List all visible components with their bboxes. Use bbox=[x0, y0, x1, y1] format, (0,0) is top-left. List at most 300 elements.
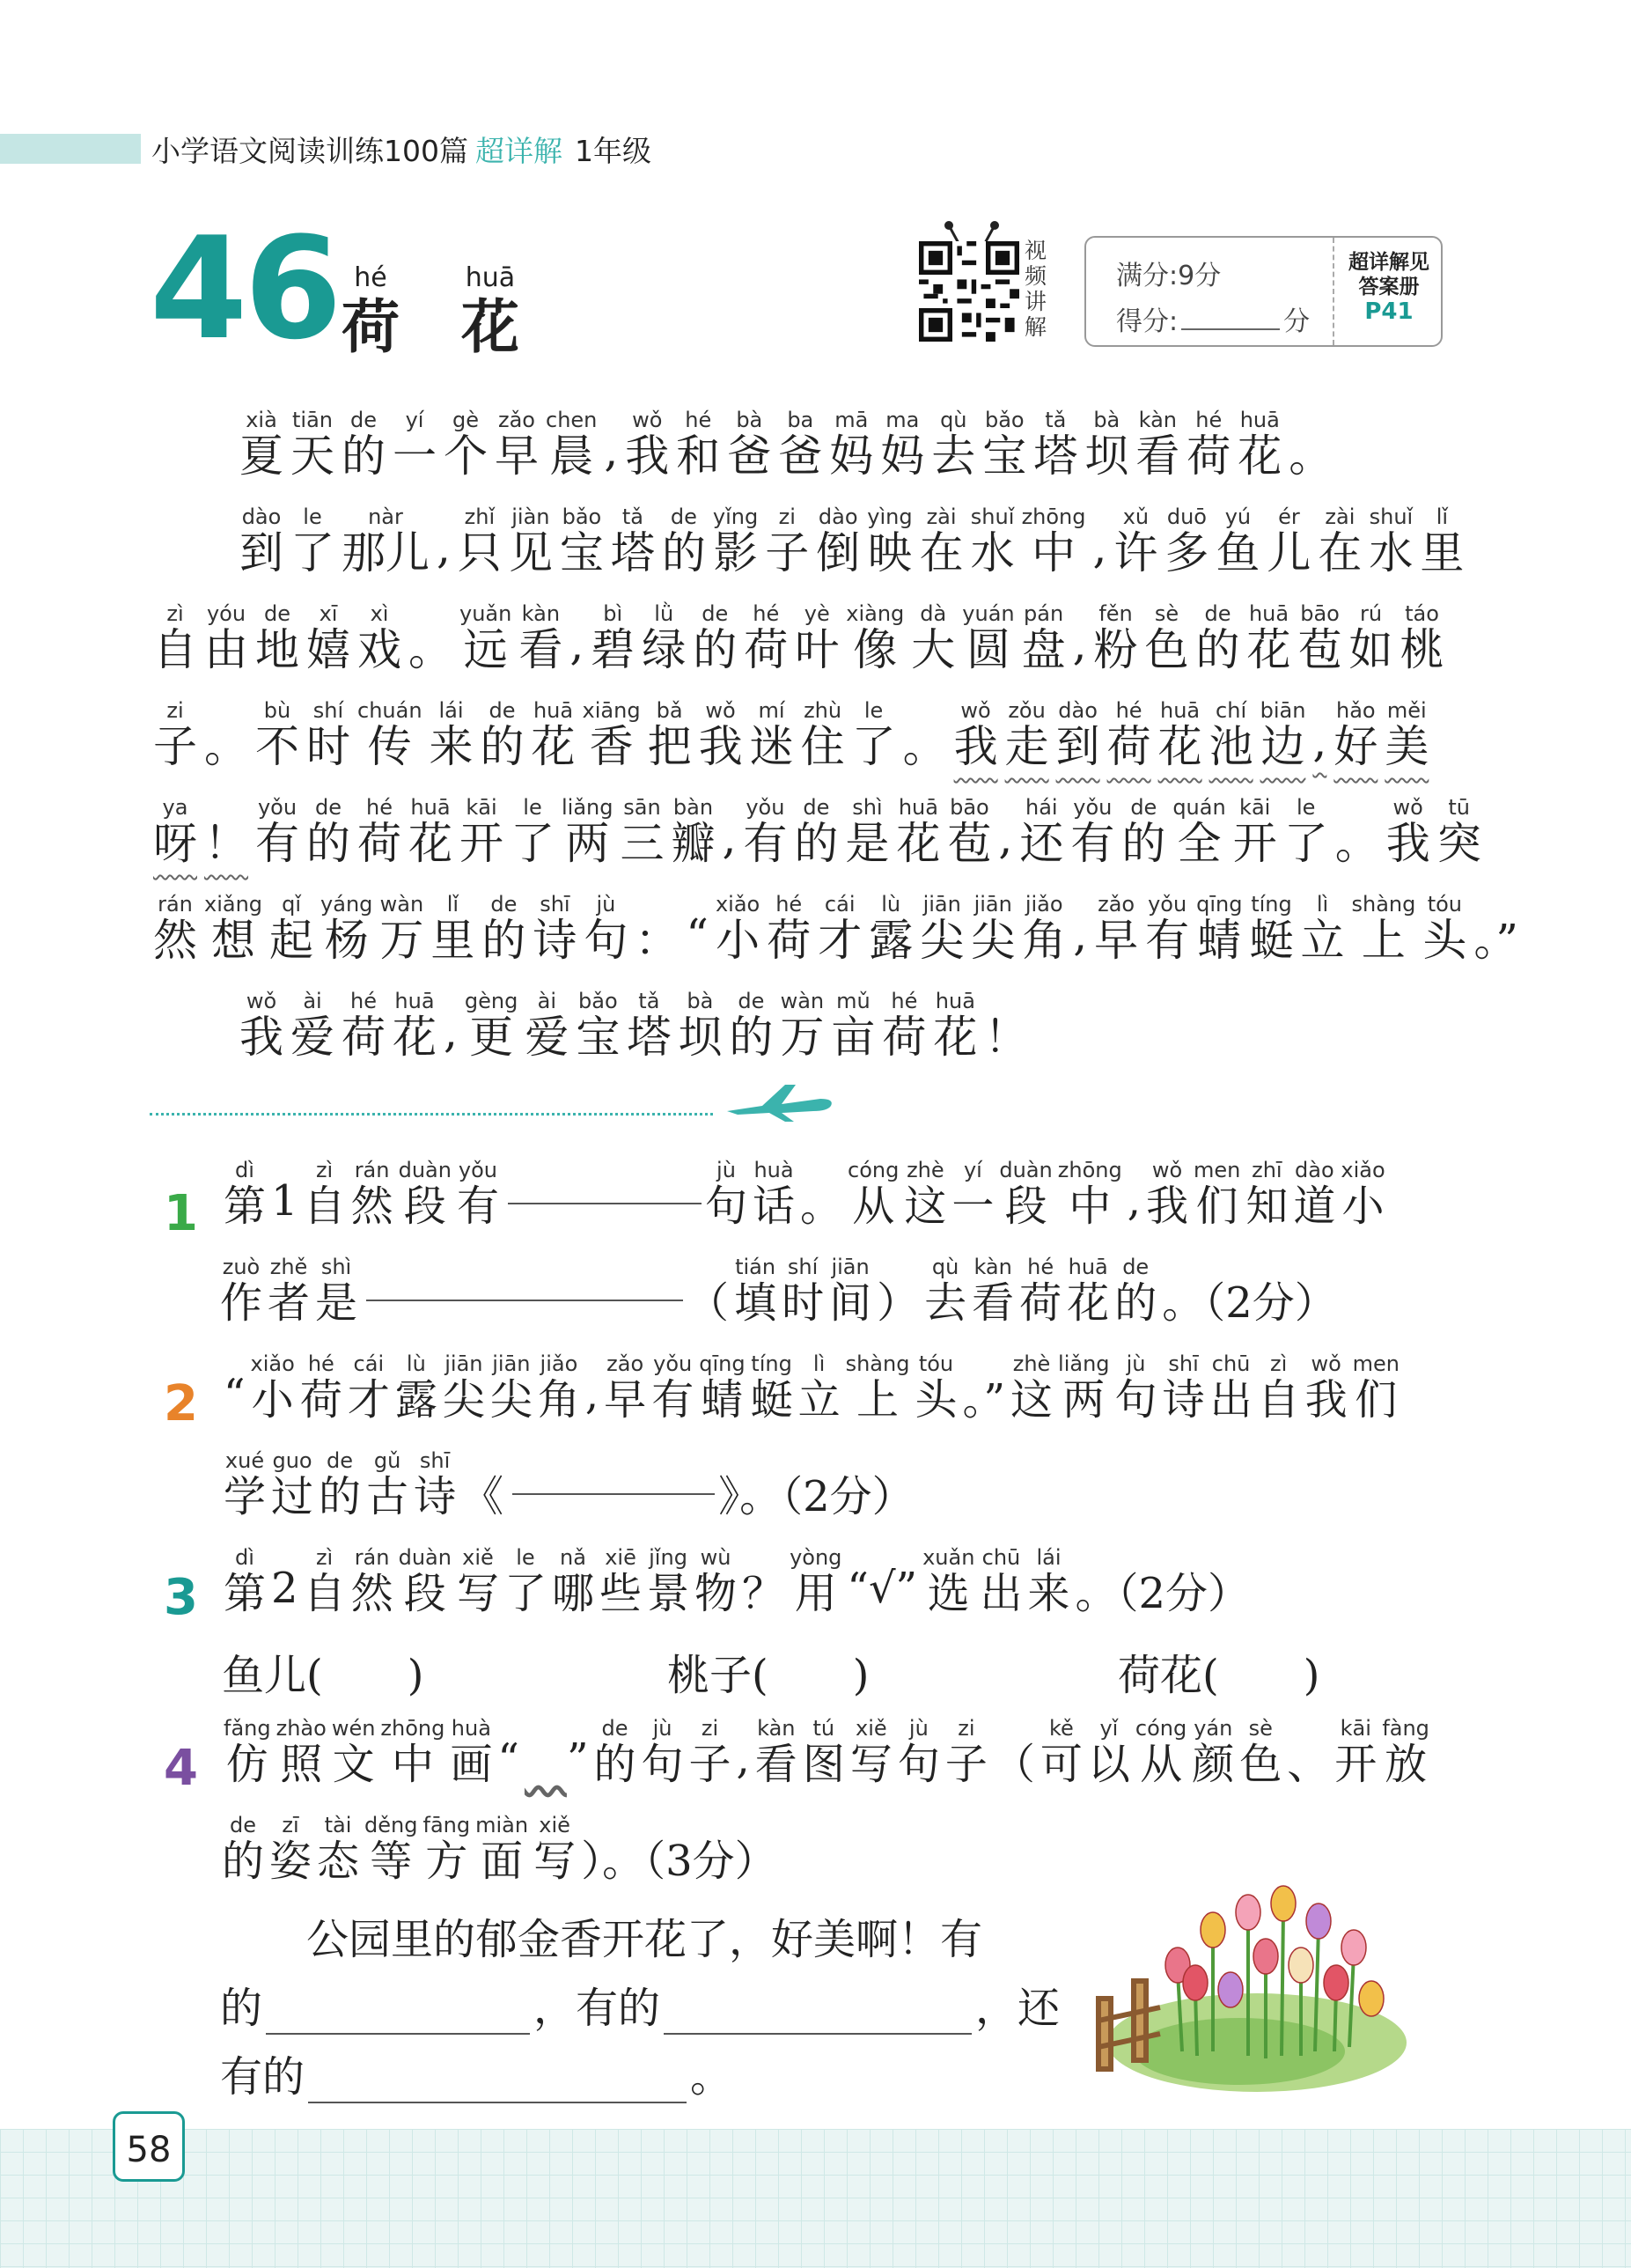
section-divider bbox=[150, 1113, 713, 1116]
ruby-char: 里lǐ bbox=[1420, 504, 1465, 578]
ruby-char: 方fāng bbox=[422, 1813, 471, 1886]
ruby-char: 出chū bbox=[980, 1545, 1023, 1618]
question-4-line bbox=[224, 1716, 1435, 1791]
ruby-char: , bbox=[722, 813, 737, 864]
wavy-mark bbox=[525, 1730, 567, 1791]
ruby-char: 坝bà bbox=[1084, 408, 1129, 482]
ruby-char: 》。（2分） bbox=[718, 1472, 915, 1521]
ruby-char: 立lì bbox=[797, 1351, 841, 1425]
ruby-char: 小xiǎo bbox=[250, 1351, 295, 1425]
ruby-char: 道dào bbox=[1293, 1158, 1336, 1231]
ruby-char: 诗shī bbox=[414, 1448, 457, 1521]
ruby-char: 尖jiān bbox=[489, 1351, 533, 1425]
ruby-char: 的de bbox=[319, 1448, 362, 1521]
ruby-char: ？ bbox=[742, 1569, 785, 1618]
ruby-char: 写xiě bbox=[456, 1545, 499, 1618]
ruby-char: “√” bbox=[847, 1564, 918, 1613]
score-unit: 分 bbox=[1283, 306, 1311, 337]
ruby-char: 的de bbox=[222, 1813, 265, 1886]
ruby-char: 两liǎng bbox=[1058, 1351, 1110, 1425]
ruby-char: 看kàn bbox=[518, 601, 563, 675]
title-pinyin: hé bbox=[354, 262, 387, 293]
ruby-char: 晨chen bbox=[546, 408, 598, 482]
header-accent-bar bbox=[0, 134, 141, 164]
ruby-char: 写xiě bbox=[533, 1813, 577, 1886]
ruby-char: 走zǒu bbox=[1004, 698, 1049, 772]
ruby-char: 把bǎ bbox=[647, 698, 692, 772]
ruby-char: 万wàn bbox=[780, 989, 825, 1063]
ruby-char: 香xiāng bbox=[582, 698, 641, 772]
ruby-char: 花huā bbox=[1246, 601, 1291, 675]
ruby-char: 我wǒ bbox=[953, 698, 998, 772]
ruby-char: 两liǎng bbox=[562, 795, 613, 869]
score-box bbox=[1084, 236, 1443, 347]
book-title-text: 小学语文阅读训练100篇 bbox=[151, 134, 468, 168]
ruby-char: 爸ba bbox=[778, 408, 823, 482]
ruby-char: 小xiǎo bbox=[1341, 1158, 1385, 1231]
ruby-char: 荷hé bbox=[882, 989, 927, 1063]
ruby-char: 蜻qīng bbox=[699, 1351, 746, 1425]
ruby-char: 住zhù bbox=[800, 698, 845, 772]
ruby-char: 这zhè bbox=[1010, 1351, 1054, 1425]
ruby-char: 看kàn bbox=[972, 1255, 1015, 1328]
ruby-char: 时shí bbox=[782, 1255, 825, 1328]
ruby-char: 文wén bbox=[331, 1716, 376, 1789]
ruby-char: 花huā bbox=[393, 989, 437, 1063]
score-got bbox=[1116, 299, 1310, 338]
ruby-char: 有yǒu bbox=[1070, 795, 1115, 869]
ruby-char: 画huà bbox=[450, 1716, 493, 1789]
ruby-char: 上shàng bbox=[845, 1351, 910, 1425]
ruby-char: 立lì bbox=[1300, 892, 1345, 966]
ruby-char: 然rán bbox=[350, 1545, 393, 1618]
ruby-char: 呀ya bbox=[153, 795, 197, 869]
ruby-char: 和hé bbox=[676, 408, 721, 482]
ruby-char: 段duàn bbox=[398, 1158, 452, 1231]
ruby-char: 姿zī bbox=[269, 1813, 312, 1886]
ruby-char: 过guo bbox=[271, 1448, 314, 1521]
ruby-char: 哪nǎ bbox=[552, 1545, 595, 1618]
title-hanzi: 荷 bbox=[342, 292, 400, 361]
ruby-char: 是shì bbox=[315, 1255, 358, 1328]
lesson-number: 46 bbox=[150, 206, 339, 371]
ruby-char: 小xiǎo bbox=[715, 892, 760, 966]
ruby-char: 来lái bbox=[429, 698, 474, 772]
ruby-char: 的de bbox=[342, 408, 386, 482]
question-1-line bbox=[220, 1257, 1342, 1329]
ruby-char: 了le bbox=[290, 504, 334, 578]
ruby-char: 碧bì bbox=[591, 601, 636, 675]
ruby-char: 看kàn bbox=[754, 1716, 797, 1789]
ruby-char: 露lù bbox=[394, 1351, 437, 1425]
ruby-char: 更gèng bbox=[464, 989, 518, 1063]
ruby-char: 的de bbox=[481, 892, 526, 966]
ruby-char: 了le bbox=[1283, 795, 1328, 869]
ruby-char: 花huā bbox=[896, 795, 941, 869]
ruby-char: 面miàn bbox=[475, 1813, 529, 1886]
ruby-char: , bbox=[1072, 619, 1087, 670]
ruby-char: , bbox=[1312, 716, 1327, 767]
ruby-char: 者zhě bbox=[268, 1255, 311, 1328]
ruby-char: “ bbox=[224, 1370, 246, 1419]
ruby-char: 句jù bbox=[704, 1158, 747, 1231]
ruby-char: 角jiǎo bbox=[537, 1351, 580, 1425]
ruby-char: 早zǎo bbox=[604, 1351, 647, 1425]
ruby-char: 。（2分） bbox=[1075, 1569, 1251, 1618]
ruby-char: 从cóng bbox=[848, 1158, 900, 1231]
ruby-char: 池chí bbox=[1209, 698, 1253, 772]
title-char-1 bbox=[331, 262, 410, 361]
ruby-char: 句jù bbox=[1114, 1351, 1157, 1425]
ruby-char: 。 bbox=[1289, 431, 1333, 482]
ruby-char: 尖jiān bbox=[971, 892, 1016, 966]
ruby-char: 一yí bbox=[393, 408, 437, 482]
option-fish[interactable]: 鱼儿( ) bbox=[222, 1651, 424, 1700]
ruby-char: 然rán bbox=[350, 1158, 393, 1231]
ruby-char: 花huā bbox=[1238, 408, 1282, 482]
ruby-char: 蜓tíng bbox=[1249, 892, 1294, 966]
ruby-char: 苞bāo bbox=[1297, 601, 1342, 675]
answer-blank[interactable] bbox=[266, 1991, 530, 2035]
ruby-char: 全quán bbox=[1172, 795, 1226, 869]
ruby-char: 想xiǎng bbox=[204, 892, 263, 966]
ruby-char: 映yìng bbox=[867, 504, 913, 578]
ruby-char: 诗shī bbox=[533, 892, 577, 966]
ruby-char: ！ bbox=[984, 1012, 1029, 1063]
airplane-icon bbox=[724, 1079, 838, 1123]
score-got-label: 得分: bbox=[1116, 306, 1179, 337]
ruby-char: 的de bbox=[794, 795, 839, 869]
ruby-char: 如rú bbox=[1348, 601, 1393, 675]
ruby-char: 塔tǎ bbox=[627, 989, 672, 1063]
ruby-char: 爱ài bbox=[525, 989, 569, 1063]
ruby-char: 的de bbox=[661, 504, 706, 578]
ruby-char: 地de bbox=[255, 601, 299, 675]
ruby-char: 爱ài bbox=[290, 989, 334, 1063]
ruby-char: , bbox=[569, 619, 584, 670]
ruby-char: 自zì bbox=[303, 1158, 346, 1231]
ruby-char: 头tóu bbox=[1422, 892, 1467, 966]
ruby-char: 段duàn bbox=[999, 1158, 1053, 1231]
option-lotus[interactable]: 荷花( ) bbox=[1118, 1651, 1320, 1700]
ruby-char: 自zì bbox=[153, 601, 197, 675]
ruby-char: 花huā bbox=[1067, 1255, 1110, 1328]
ruby-char: 的de bbox=[1121, 795, 1166, 869]
writing-line-2 bbox=[220, 2043, 732, 2103]
ruby-char: 开kāi bbox=[459, 795, 503, 869]
ruby-char: 有yǒu bbox=[255, 795, 299, 869]
ruby-char: 荷hé bbox=[1106, 698, 1151, 772]
ruby-char: 诗shī bbox=[1162, 1351, 1205, 1425]
ruby-char: 1 bbox=[271, 1176, 298, 1226]
passage-line bbox=[239, 410, 1340, 484]
ruby-char: 叶yè bbox=[795, 601, 840, 675]
ruby-char: 宝bǎo bbox=[576, 989, 621, 1063]
ruby-char: 塔tǎ bbox=[1033, 408, 1078, 482]
ruby-char: 。” bbox=[1473, 915, 1518, 966]
ruby-char: 图tú bbox=[802, 1716, 845, 1789]
ruby-char: 还hái bbox=[1019, 795, 1064, 869]
answer-blank[interactable] bbox=[366, 1257, 683, 1301]
ruby-char: 上shàng bbox=[1351, 892, 1416, 966]
ruby-char: 花huā bbox=[531, 698, 576, 772]
ruby-char: 蜓tíng bbox=[750, 1351, 793, 1425]
ruby-char: 早zǎo bbox=[495, 408, 539, 482]
ruby-char: 大dà bbox=[911, 601, 956, 675]
ruby-char: ！ bbox=[204, 818, 248, 869]
ruby-char: 万wàn bbox=[379, 892, 424, 966]
ruby-char: 尖jiān bbox=[442, 1351, 485, 1425]
ruby-char: 。 bbox=[902, 721, 947, 772]
ruby-char: 。 bbox=[1334, 818, 1379, 869]
writing-line-1 bbox=[220, 1974, 1060, 2035]
answer-reference bbox=[1336, 250, 1442, 324]
ruby-char: 中zhōng bbox=[380, 1716, 445, 1789]
ruby-char: 我wǒ bbox=[1145, 1158, 1188, 1231]
passage-line bbox=[153, 892, 1525, 968]
ruby-char: 戏xì bbox=[357, 601, 401, 675]
title-pinyin: huā bbox=[465, 262, 516, 293]
ruby-char: 早zǎo bbox=[1094, 892, 1139, 966]
ruby-char: 影yǐng bbox=[712, 504, 759, 578]
ruby-char: 知zhī bbox=[1245, 1158, 1289, 1231]
ruby-char: 荷hé bbox=[767, 892, 812, 966]
ruby-char: 塔tǎ bbox=[610, 504, 655, 578]
ruby-char: 个gè bbox=[444, 408, 488, 482]
ruby-char: 自zì bbox=[1257, 1351, 1300, 1425]
passage-line bbox=[239, 991, 1035, 1065]
ruby-char: 。 bbox=[800, 1182, 843, 1231]
ruby-char: 蜻qīng bbox=[1196, 892, 1243, 966]
ruby-char: 来lái bbox=[1027, 1545, 1070, 1618]
ruby-char: , bbox=[604, 425, 619, 476]
ruby-char: 花huā bbox=[408, 795, 452, 869]
ruby-char: 我wǒ bbox=[1304, 1351, 1348, 1425]
ruby-char: 里lǐ bbox=[430, 892, 475, 966]
ruby-char: 妈mā bbox=[829, 408, 874, 482]
ruby-char: 迷mí bbox=[749, 698, 794, 772]
ruby-char: 的de bbox=[480, 698, 525, 772]
ruby-char: 起qǐ bbox=[269, 892, 314, 966]
ruby-char: 鱼yú bbox=[1216, 504, 1260, 578]
ruby-char: 只zhǐ bbox=[457, 504, 502, 578]
qr-label: 视频讲解 bbox=[1025, 238, 1047, 340]
ruby-char: 仿fǎng bbox=[224, 1716, 271, 1789]
ruby-char: 到dào bbox=[1055, 698, 1100, 772]
ruby-char: 第dì bbox=[224, 1158, 267, 1231]
writing-text: 的 bbox=[220, 1984, 263, 2033]
ruby-char: 有yǒu bbox=[651, 1351, 694, 1425]
passage-line bbox=[153, 601, 1451, 678]
ruby-char: “ bbox=[497, 1734, 519, 1784]
ruby-char: 子zi bbox=[688, 1716, 731, 1789]
question-number: 2 bbox=[164, 1375, 198, 1432]
ruby-char: 学xué bbox=[224, 1448, 267, 1521]
writing-text: ，还 bbox=[975, 1984, 1061, 2033]
ruby-char: 用yòng bbox=[790, 1545, 842, 1618]
ruby-char: ）。（3分） bbox=[581, 1837, 777, 1886]
ruby-char: 这zhè bbox=[904, 1158, 947, 1231]
ruby-char: 由yóu bbox=[204, 601, 248, 675]
ruby-char: , bbox=[998, 813, 1013, 864]
writing-text: 有的 bbox=[220, 2052, 305, 2102]
ruby-char: 填tián bbox=[734, 1255, 777, 1328]
ruby-char: 以yǐ bbox=[1087, 1716, 1130, 1789]
writing-text: 。 bbox=[690, 2052, 733, 2102]
ruby-char: 苞bāo bbox=[947, 795, 992, 869]
ruby-char: 子zi bbox=[765, 504, 810, 578]
ruby-char: 句jù bbox=[897, 1716, 940, 1789]
question-2-line bbox=[224, 1448, 920, 1523]
ruby-char: 自zì bbox=[303, 1545, 346, 1618]
ruby-char: 从cóng bbox=[1135, 1716, 1187, 1789]
ruby-char: 到dào bbox=[239, 504, 283, 578]
ruby-char: 话huà bbox=[753, 1158, 796, 1231]
ruby-char: 段duàn bbox=[398, 1545, 452, 1618]
ruby-char: 颜yán bbox=[1192, 1716, 1235, 1789]
ruby-char: 景jǐng bbox=[647, 1545, 690, 1618]
ruby-char: , bbox=[736, 1734, 750, 1784]
ruby-char: 亩mǔ bbox=[831, 989, 876, 1063]
ruby-char: 突tū bbox=[1436, 795, 1481, 869]
ruby-char: 宝bǎo bbox=[559, 504, 604, 578]
ruby-char: 、 bbox=[1287, 1740, 1330, 1789]
ruby-char: ） bbox=[877, 1278, 920, 1328]
passage-line bbox=[153, 698, 1436, 775]
ruby-char: 不bù bbox=[255, 698, 299, 772]
ruby-char: 中zhōng bbox=[1057, 1158, 1122, 1231]
ruby-char: 荷hé bbox=[744, 601, 789, 675]
ruby-char: 是shì bbox=[845, 795, 890, 869]
ruby-char: 尖jiān bbox=[920, 892, 965, 966]
ruby-char: 的de bbox=[306, 795, 350, 869]
ruby-char: 许xǔ bbox=[1113, 504, 1158, 578]
ruby-char: 圆yuán bbox=[962, 601, 1015, 675]
ruby-char: ” bbox=[566, 1734, 589, 1784]
ruby-char: 子zi bbox=[153, 698, 197, 772]
ruby-char: 荷hé bbox=[342, 989, 386, 1063]
title-char-2 bbox=[451, 262, 530, 361]
question-number: 1 bbox=[164, 1185, 198, 1242]
qr-code-icon[interactable] bbox=[919, 241, 1019, 342]
question-4-line bbox=[222, 1815, 782, 1888]
ruby-char: 的de bbox=[1114, 1255, 1157, 1328]
ruby-char: 间jiān bbox=[829, 1255, 872, 1328]
ruby-char: 开kāi bbox=[1334, 1716, 1378, 1789]
ruby-char: 《 bbox=[461, 1472, 504, 1521]
passage-line bbox=[153, 795, 1488, 872]
ruby-char: 的de bbox=[1195, 601, 1240, 675]
answer-blank[interactable] bbox=[512, 1451, 715, 1495]
ruby-char: , bbox=[444, 1006, 458, 1057]
ruby-char: 出chū bbox=[1209, 1351, 1253, 1425]
book-title-accent: 超详解 bbox=[475, 134, 562, 168]
ruby-char: 时shí bbox=[306, 698, 350, 772]
ruby-char: 的de bbox=[693, 601, 738, 675]
prompt-sentence: 公园里的郁金香开花了，好美啊！有 bbox=[306, 1915, 983, 1964]
option-peach[interactable]: 桃子( ) bbox=[667, 1651, 870, 1700]
answer-blank[interactable] bbox=[308, 2059, 687, 2103]
ruby-char: 一yí bbox=[951, 1158, 995, 1231]
ruby-char: 的de bbox=[593, 1716, 636, 1789]
ruby-char: 古gǔ bbox=[366, 1448, 409, 1521]
ruby-char: 桃táo bbox=[1400, 601, 1444, 675]
ruby-char: 那儿nàr bbox=[342, 504, 430, 578]
ruby-char: , bbox=[437, 522, 451, 573]
ruby-char: 选xuǎn bbox=[922, 1545, 975, 1618]
question-3-line bbox=[224, 1545, 1255, 1620]
ruby-char: 些xiē bbox=[599, 1545, 643, 1618]
ruby-char: “ bbox=[686, 909, 709, 961]
score-blank[interactable] bbox=[1181, 328, 1280, 330]
ruby-char: 在zài bbox=[1318, 504, 1363, 578]
ruby-char: 了le bbox=[851, 698, 896, 772]
ruby-char: 见jiàn bbox=[508, 504, 553, 578]
ruby-char: , bbox=[1073, 909, 1088, 961]
ruby-char: 粉fěn bbox=[1093, 601, 1138, 675]
ruby-char: 荷hé bbox=[1187, 408, 1231, 482]
ruby-char: 物wù bbox=[694, 1545, 738, 1618]
ruby-char: 子zi bbox=[944, 1716, 988, 1789]
ruby-char: 天tiān bbox=[290, 408, 334, 482]
ruby-char: 中zhōng bbox=[1021, 504, 1086, 578]
ruby-char: 在zài bbox=[919, 504, 964, 578]
ruby-char: 边biān bbox=[1260, 698, 1306, 772]
ruby-char: 才cái bbox=[347, 1351, 390, 1425]
ruby-char: 夏xià bbox=[239, 408, 283, 482]
ruby-char: 盘pán bbox=[1021, 601, 1066, 675]
ruby-char: 了le bbox=[511, 795, 555, 869]
ruby-char: 爸bà bbox=[727, 408, 772, 482]
ruby-char: 荷hé bbox=[1019, 1255, 1062, 1328]
ruby-char: 们men bbox=[1193, 1158, 1241, 1231]
ruby-char: , bbox=[1127, 1176, 1141, 1226]
answer-blank[interactable] bbox=[664, 1991, 972, 2035]
footer-grid bbox=[0, 2129, 1631, 2268]
question-number: 3 bbox=[164, 1569, 198, 1626]
answer-ref-line2: 答案册 bbox=[1358, 276, 1420, 298]
ruby-char: 。（2分） bbox=[1162, 1278, 1337, 1328]
ruby-char: 2 bbox=[271, 1564, 298, 1613]
ruby-char: 的de bbox=[729, 989, 774, 1063]
passage-line bbox=[239, 504, 1471, 581]
answer-ref-line1: 超详解见 bbox=[1348, 251, 1429, 274]
ruby-char: 宝bǎo bbox=[982, 408, 1027, 482]
ruby-char: 然rán bbox=[153, 892, 197, 966]
ruby-char: 美měi bbox=[1385, 698, 1429, 772]
ruby-char: 坝bà bbox=[678, 989, 723, 1063]
ruby-char: , bbox=[584, 1370, 599, 1419]
answer-blank[interactable] bbox=[508, 1160, 702, 1204]
ruby-char: 。 bbox=[408, 624, 452, 675]
ruby-char: 角jiǎo bbox=[1022, 892, 1067, 966]
ruby-char: 照zhào bbox=[276, 1716, 327, 1789]
ruby-char: 写xiě bbox=[849, 1716, 893, 1789]
ruby-char: 多duō bbox=[1164, 504, 1209, 578]
book-grade: 1年级 bbox=[575, 134, 651, 168]
ruby-char: 瓣bàn bbox=[671, 795, 716, 869]
ruby-char: 荷hé bbox=[357, 795, 401, 869]
question-1-line bbox=[224, 1160, 1391, 1233]
ruby-char: 水shuǐ bbox=[970, 504, 1015, 578]
ruby-char: 。” bbox=[962, 1375, 1006, 1425]
ruby-char: 作zuò bbox=[220, 1255, 263, 1328]
question-2-line bbox=[224, 1351, 1405, 1426]
full-score: 满分:9分 bbox=[1116, 261, 1222, 291]
ruby-char: 杨yáng bbox=[320, 892, 373, 966]
ruby-char: 妈ma bbox=[880, 408, 925, 482]
ruby-char: 传chuán bbox=[357, 698, 422, 772]
